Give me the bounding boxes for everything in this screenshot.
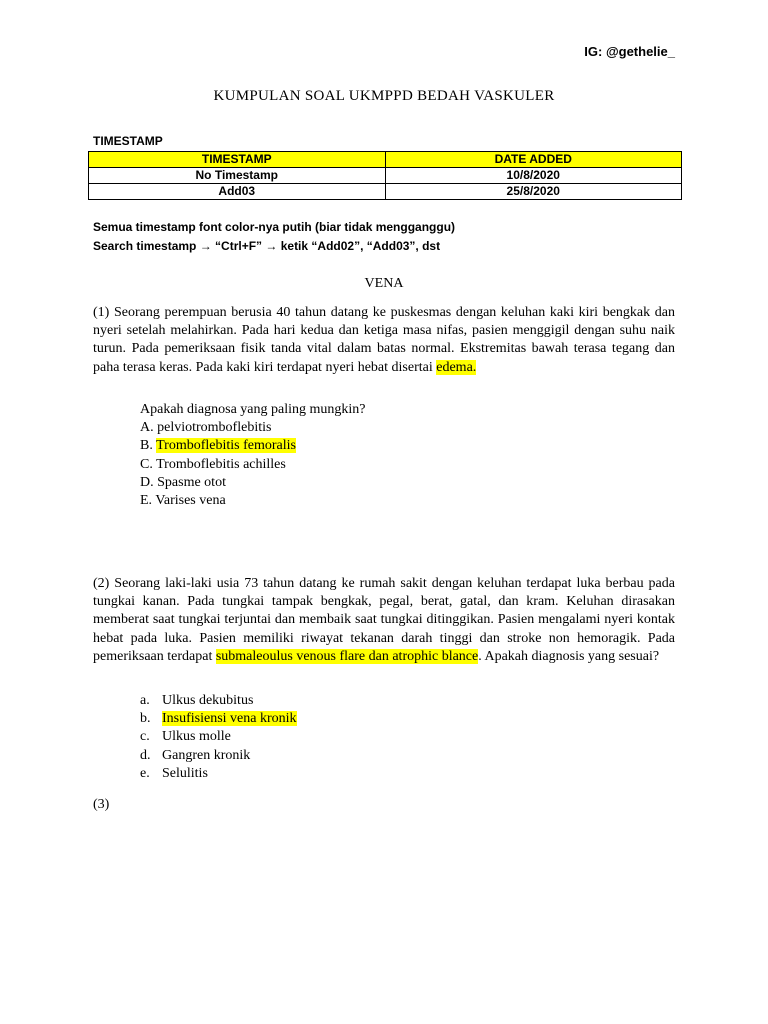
option-b [140,437,366,455]
option-b [140,710,297,728]
table-cell: 25/8/2020 [385,184,682,200]
table-cell: No Timestamp [89,168,386,184]
option-c [140,728,297,746]
option-prefix: A. [140,420,158,436]
option-text: Selulitis [162,765,208,781]
section-heading: VENA [364,276,404,291]
question-2-body: (2) Seorang laki-laki usia 73 tahun datang ke rumah sakit dengan keluhan terdapat luka berbau pada tungkai kanan. Pada tungkai tampak bengkak, pegal, berat, gatal, dan kram. Keluhan dirasakan memberat saat tungkai terjuntai dan membaik saat tungkai ditinggikan. Pasien mengalami nyeri kontak hebat pada luka. Pasien memiliki riwayat tekanan darah tinggi dan stroke non hemoragik. Pada pemeriksaan terdapat [93,576,675,664]
option-d [140,474,366,492]
question-1-options [140,401,366,510]
option-prefix: e. [140,765,150,781]
option-prefix: c. [140,729,150,745]
option-prefix: E. [140,493,156,509]
question-1-text [93,304,675,377]
ig-handle: IG: @gethelie_ [584,44,675,59]
option-text: Gangren kronik [162,747,251,763]
option-prefix: C. [140,456,157,472]
option-prefix: d. [140,747,151,763]
column-header-date-added: DATE ADDED [385,152,682,168]
timestamp-table [88,151,682,200]
option-prefix: a. [140,693,150,708]
option-a [140,419,366,437]
option-prefix: D. [140,474,158,490]
table-row [89,168,682,184]
option-prefix: b. [140,711,151,727]
option-text-highlighted: Tromboflebitis femoralis [156,438,296,454]
option-a [140,692,297,710]
question-2-tail: . Apakah diagnosis yang sesuai? [478,648,660,664]
question-1-body: (1) Seorang perempuan berusia 40 tahun datang ke puskesmas dengan keluhan kaki kiri bengkak dan nyeri setelah melahirkan. Pada hari kedua dan ketiga masa nifas, pasien menggigil dengan suhu naik turun. Pada pemeriksaan fisik tanda vital dalam batas normal. Ekstremitas bawah terasa tegang dan paha terasa keras. Pada kaki kiri terdapat nyeri hebat disertai [93,305,675,375]
table-cell: Add03 [89,184,386,200]
table-header-row [89,152,682,168]
question-2-text [93,575,675,666]
option-prefix: B. [140,438,157,454]
table-cell: 10/8/2020 [385,168,682,184]
option-text: Tromboflebitis achilles [156,456,286,472]
option-text: pelviotromboflebitis [157,420,272,436]
option-e [140,492,366,510]
timestamp-note-color: Semua timestamp font color-nya putih (biar tidak mengganggu) [93,220,456,234]
question-1-highlight: edema. [436,359,477,375]
option-text: Ulkus molle [162,729,231,745]
timestamp-label: TIMESTAMP [93,134,163,148]
option-text-highlighted: Insufisiensi vena kronik [162,711,297,727]
column-header-timestamp: TIMESTAMP [89,152,386,168]
question-2-highlight: submaleoulus venous flare dan atrophic blance [215,648,479,664]
option-c [140,456,366,474]
question-1-prompt: Apakah diagnosa yang paling mungkin? [140,402,366,417]
timestamp-note-search: Search timestamp → “Ctrl+F” → ketik “Add02”, “Add03”, dst [93,239,441,253]
document-title: KUMPULAN SOAL UKMPPD BEDAH VASKULER [213,88,555,104]
option-text: Ulkus dekubitus [162,693,254,708]
table-row [89,184,682,200]
question-2-options [140,692,297,783]
option-d [140,747,297,765]
option-text: Spasme otot [157,474,226,490]
option-e [140,765,297,783]
question-3-number: (3) [93,797,110,812]
option-text: Varises vena [155,493,226,509]
